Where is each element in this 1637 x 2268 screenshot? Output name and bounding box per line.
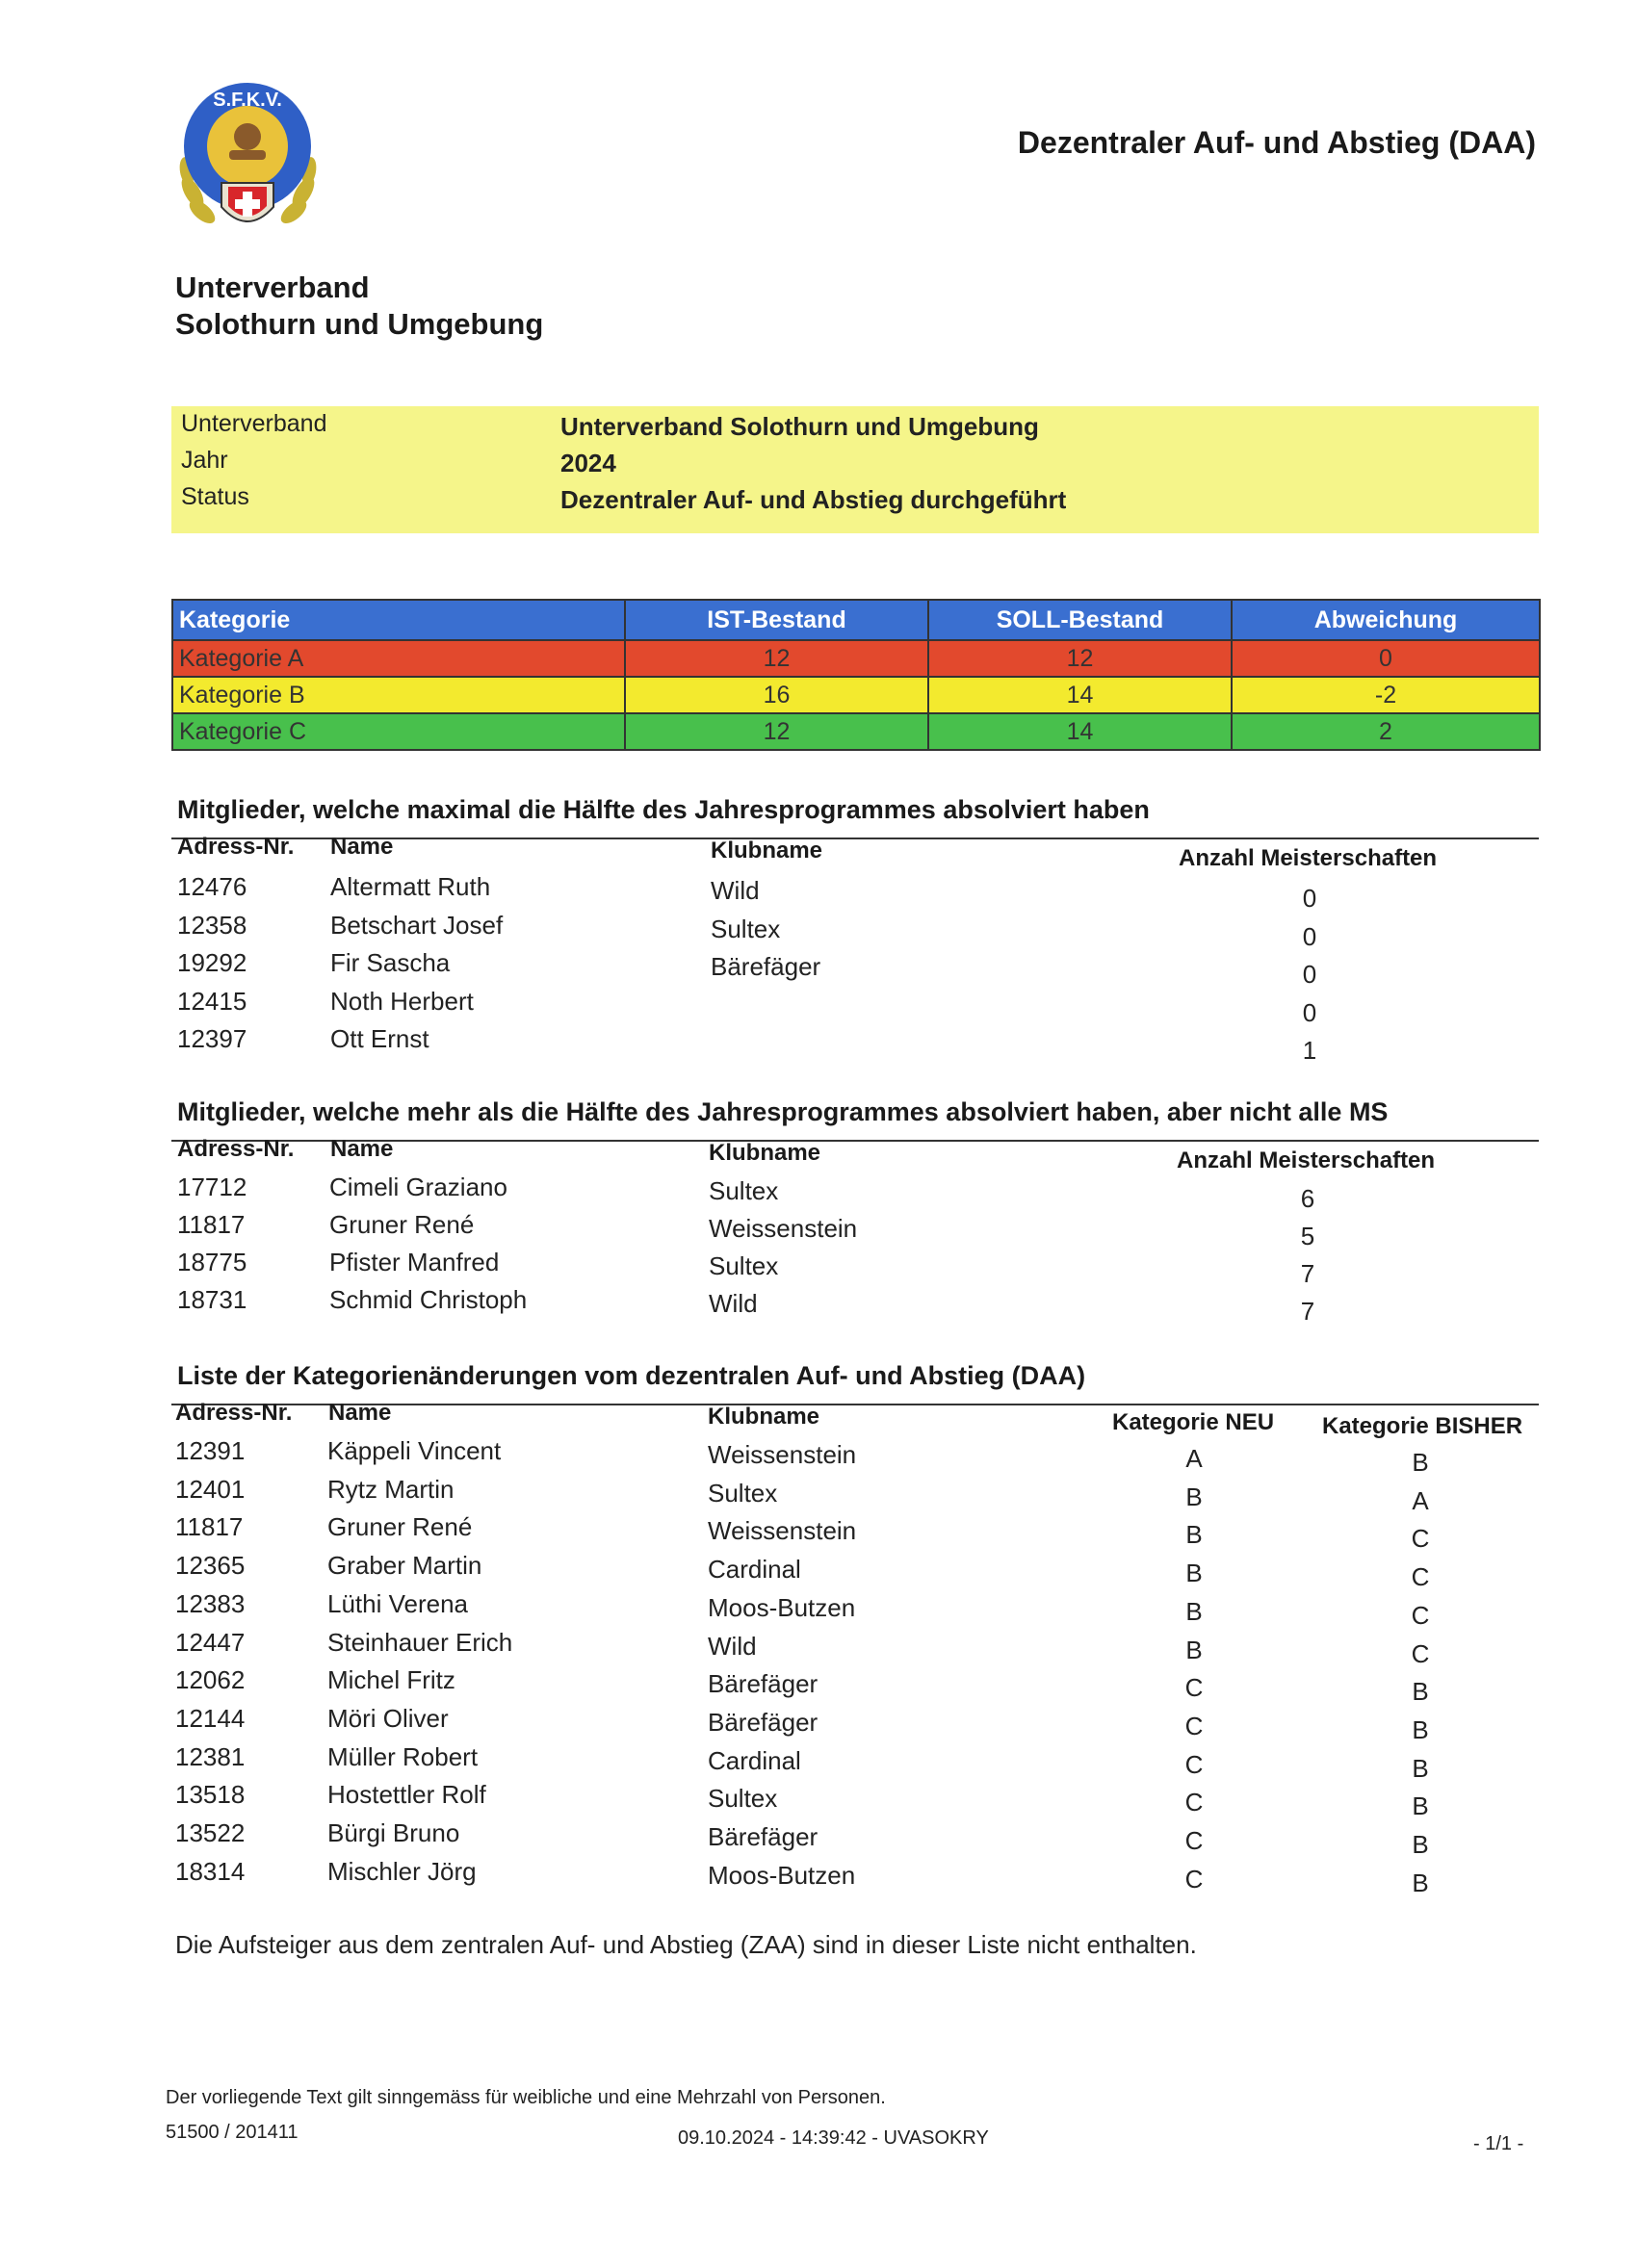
section-title-max-half: Mitglieder, welche maximal die Hälfte des Jahresprogrammes absolviert haben: [177, 795, 1150, 824]
klubname-cell: Sultex: [709, 1176, 779, 1205]
klubname-cell: Wild: [708, 1631, 757, 1661]
abweichung-value: 0: [1232, 640, 1540, 677]
klubname-cell: Bärefäger: [708, 1669, 818, 1699]
kategorie-neu-cell: C: [1184, 1788, 1204, 1817]
name-cell: Mischler Jörg: [327, 1856, 477, 1886]
adress-nr-cell: 12365: [175, 1551, 246, 1581]
kategorie-bisher-cell: B: [1412, 1753, 1429, 1783]
adress-nr-cell: 11817: [177, 1210, 246, 1239]
anzahl-meisterschaften-cell: 7: [1300, 1297, 1315, 1326]
adress-nr-cell: 12401: [175, 1474, 246, 1504]
name-cell: Graber Martin: [327, 1551, 482, 1581]
name-cell: Altermatt Ruth: [330, 872, 491, 901]
adress-nr-cell: 18731: [177, 1285, 247, 1314]
klubname-cell: Wild: [709, 1289, 758, 1318]
name-cell: Lüthi Verena: [327, 1588, 469, 1618]
kategorie-neu-cell: C: [1184, 1749, 1204, 1779]
col-header-name: Name: [328, 1400, 392, 1426]
header-abweichung: Abweichung: [1232, 600, 1540, 640]
adress-nr-cell: 12062: [175, 1665, 246, 1695]
ist-value: 12: [625, 640, 928, 677]
abweichung-value: 2: [1232, 713, 1540, 750]
anzahl-meisterschaften-cell: 0: [1302, 960, 1317, 989]
klubname-cell: Sultex: [709, 1251, 779, 1280]
klubname-cell: Weissenstein: [709, 1214, 858, 1243]
adress-nr-cell: 12144: [175, 1703, 246, 1733]
kategorie-bisher-cell: B: [1412, 1868, 1429, 1897]
header-kategorie: Kategorie: [172, 600, 625, 640]
adress-nr-cell: 12447: [175, 1627, 246, 1657]
col-header-kategorie-neu: Kategorie NEU: [1112, 1409, 1275, 1435]
kategorie-bisher-cell: B: [1412, 1677, 1429, 1707]
info-label: Status: [181, 483, 249, 510]
soll-value: 14: [928, 677, 1232, 713]
name-cell: Noth Herbert: [330, 986, 474, 1016]
name-cell: Pfister Manfred: [329, 1248, 500, 1276]
section-title-category-changes: Liste der Kategorienänderungen vom dezentralen Auf- und Abstieg (DAA): [177, 1361, 1086, 1390]
name-cell: Möri Oliver: [327, 1703, 449, 1733]
info-row-status: [171, 483, 1539, 520]
klubname-cell: Wild: [711, 876, 760, 905]
klubname-cell: Bärefäger: [708, 1707, 818, 1737]
category-row-a: [172, 640, 1540, 677]
klubname-cell: Sultex: [708, 1478, 778, 1508]
header-soll-bestand: SOLL-Bestand: [928, 600, 1232, 640]
info-row-unterverband: [171, 410, 1539, 447]
klubname-cell: Bärefäger: [711, 952, 821, 981]
info-box: [171, 406, 1539, 533]
klubname-cell: Bärefäger: [708, 1822, 818, 1851]
anzahl-meisterschaften-cell: 0: [1302, 884, 1317, 913]
anzahl-meisterschaften-cell: 7: [1300, 1259, 1315, 1288]
svg-text:S.F.K.V.: S.F.K.V.: [213, 90, 282, 111]
kategorie-bisher-cell: B: [1412, 1448, 1429, 1477]
adress-nr-cell: 13522: [175, 1818, 246, 1847]
name-cell: Rytz Martin: [327, 1474, 455, 1504]
col-header-klubname: Klubname: [708, 1404, 820, 1430]
col-header-name: Name: [330, 1136, 394, 1162]
name-cell: Müller Robert: [327, 1741, 479, 1771]
name-cell: Käppeli Vincent: [327, 1436, 502, 1465]
adress-nr-cell: 12415: [177, 986, 247, 1016]
adress-nr-cell: 12381: [175, 1741, 246, 1771]
name-cell: Hostettler Rolf: [327, 1780, 486, 1810]
klubname-cell: Moos-Butzen: [708, 1592, 856, 1622]
kategorie-bisher-cell: C: [1411, 1562, 1430, 1592]
kategorie-bisher-cell: A: [1412, 1485, 1429, 1515]
adress-nr-cell: 19292: [177, 948, 247, 977]
klubname-cell: Weissenstein: [708, 1516, 857, 1546]
kategorie-bisher-cell: B: [1412, 1830, 1429, 1859]
category-header-row: [172, 600, 1540, 640]
kategorie-neu-cell: C: [1184, 1673, 1204, 1703]
adress-nr-cell: 11817: [175, 1512, 244, 1542]
kategorie-neu-cell: B: [1185, 1635, 1203, 1664]
category-row-b: [172, 677, 1540, 713]
kategorie-neu-cell: B: [1185, 1520, 1203, 1550]
footer-doc-id: 51500 / 201411: [166, 2122, 299, 2143]
adress-nr-cell: 18775: [177, 1248, 247, 1276]
kategorie-neu-cell: A: [1185, 1444, 1203, 1473]
category-name: Kategorie B: [172, 677, 625, 713]
adress-nr-cell: 12383: [175, 1588, 246, 1618]
col-header-anzahl: Anzahl Meisterschaften: [1177, 1147, 1436, 1173]
name-cell: Bürgi Bruno: [327, 1818, 460, 1847]
name-cell: Michel Fritz: [327, 1665, 455, 1695]
ist-value: 12: [625, 713, 928, 750]
category-name: Kategorie C: [172, 713, 625, 750]
klubname-cell: Sultex: [708, 1784, 778, 1814]
name-cell: Betschart Josef: [330, 910, 504, 940]
info-row-jahr: [171, 447, 1539, 483]
adress-nr-cell: 12391: [175, 1436, 246, 1465]
anzahl-meisterschaften-cell: 0: [1302, 997, 1317, 1027]
klubname-cell: Cardinal: [708, 1555, 801, 1585]
footer-disclaimer: Der vorliegende Text gilt sinngemäss für weibliche und eine Mehrzahl von Personen.: [166, 2087, 886, 2108]
org-line-1: Unterverband: [175, 271, 370, 304]
klubname-cell: Sultex: [711, 914, 781, 943]
adress-nr-cell: 13518: [175, 1780, 246, 1810]
name-cell: Gruner René: [327, 1512, 473, 1542]
footer-timestamp: 09.10.2024 - 14:39:42 - UVASOKRY: [678, 2127, 989, 2149]
category-name: Kategorie A: [172, 640, 625, 677]
kategorie-neu-cell: C: [1184, 1711, 1204, 1740]
soll-value: 14: [928, 713, 1232, 750]
klubname-cell: Moos-Butzen: [708, 1860, 856, 1890]
col-header-adress-nr: Adress-Nr.: [177, 1136, 295, 1162]
ist-value: 16: [625, 677, 928, 713]
kategorie-neu-cell: B: [1185, 1596, 1203, 1626]
col-header-name: Name: [330, 834, 394, 860]
klubname-cell: Weissenstein: [708, 1440, 857, 1469]
category-row-c: [172, 713, 1540, 750]
name-cell: Gruner René: [329, 1210, 475, 1239]
col-header-adress-nr: Adress-Nr.: [177, 834, 295, 860]
organization-name: [175, 270, 543, 343]
category-table: [171, 599, 1541, 751]
anzahl-meisterschaften-cell: 5: [1300, 1222, 1315, 1250]
adress-nr-cell: 17712: [177, 1173, 247, 1201]
kategorie-bisher-cell: C: [1411, 1600, 1430, 1630]
sfkv-logo: [173, 77, 323, 245]
col-header-adress-nr: Adress-Nr.: [175, 1400, 293, 1426]
adress-nr-cell: 12397: [177, 1024, 247, 1053]
kategorie-bisher-cell: C: [1411, 1524, 1430, 1554]
org-line-2: Solothurn und Umgebung: [175, 307, 544, 341]
info-label: Jahr: [181, 447, 228, 474]
kategorie-neu-cell: B: [1185, 1559, 1203, 1588]
kategorie-neu-cell: C: [1184, 1864, 1204, 1894]
kategorie-bisher-cell: B: [1412, 1714, 1429, 1744]
zaa-note: Die Aufsteiger aus dem zentralen Auf- und Abstieg (ZAA) sind in dieser Liste nicht enthalten.: [175, 1930, 1197, 1959]
kategorie-bisher-cell: C: [1411, 1638, 1430, 1668]
document-title: Dezentraler Auf- und Abstieg (DAA): [1017, 125, 1536, 160]
info-value: Dezentraler Auf- und Abstieg durchgeführt: [560, 485, 1067, 514]
col-header-kategorie-bisher: Kategorie BISHER: [1322, 1413, 1523, 1439]
adress-nr-cell: 12358: [177, 910, 247, 940]
info-value: 2024: [560, 449, 616, 477]
footer-page-number: - 1/1 -: [1473, 2133, 1524, 2154]
col-header-klubname: Klubname: [711, 838, 823, 863]
name-cell: Cimeli Graziano: [329, 1173, 507, 1201]
soll-value: 12: [928, 640, 1232, 677]
name-cell: Fir Sascha: [330, 948, 451, 977]
anzahl-meisterschaften-cell: 1: [1302, 1036, 1317, 1065]
abweichung-value: -2: [1232, 677, 1540, 713]
klubname-cell: Cardinal: [708, 1745, 801, 1775]
name-cell: Ott Ernst: [330, 1024, 429, 1053]
section-title-more-than-half: Mitglieder, welche mehr als die Hälfte des Jahresprogrammes absolviert haben, aber nicht alle MS: [177, 1097, 1389, 1126]
info-value: Unterverband Solothurn und Umgebung: [560, 412, 1039, 441]
adress-nr-cell: 18314: [175, 1856, 246, 1886]
anzahl-meisterschaften-cell: 0: [1302, 921, 1317, 951]
name-cell: Schmid Christoph: [329, 1285, 528, 1314]
kategorie-neu-cell: B: [1185, 1482, 1203, 1511]
col-header-klubname: Klubname: [709, 1140, 821, 1166]
adress-nr-cell: 12476: [177, 872, 247, 901]
kategorie-neu-cell: C: [1184, 1826, 1204, 1855]
name-cell: Steinhauer Erich: [327, 1627, 513, 1657]
info-label: Unterverband: [181, 410, 327, 437]
col-header-anzahl: Anzahl Meisterschaften: [1179, 845, 1438, 871]
header-ist-bestand: IST-Bestand: [625, 600, 928, 640]
anzahl-meisterschaften-cell: 6: [1300, 1184, 1315, 1213]
kategorie-bisher-cell: B: [1412, 1791, 1429, 1821]
